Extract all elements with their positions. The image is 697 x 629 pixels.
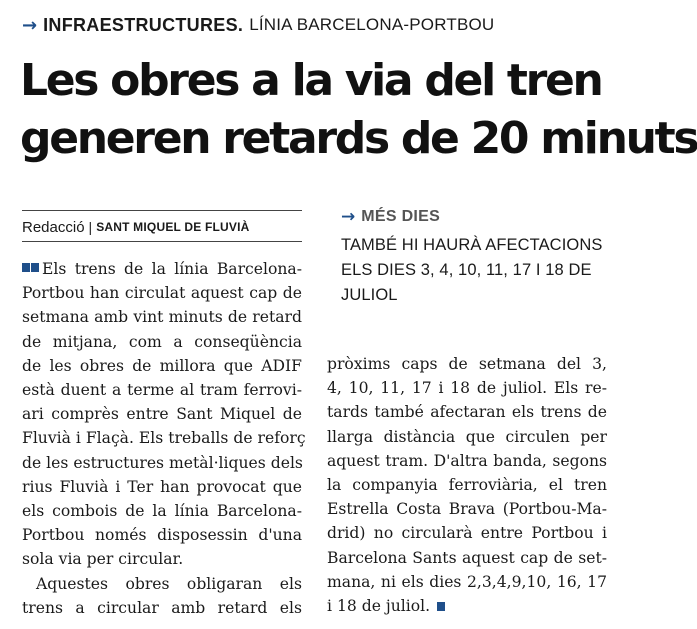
body-line: tards també afectaran els trens de — [327, 403, 607, 422]
kicker — [22, 12, 494, 38]
byline-author: Redacció — [22, 218, 85, 236]
body-line: de les estructures metàl·liques dels — [22, 453, 303, 472]
body-line — [327, 594, 607, 618]
body-line: els combois de la línia Barcelona- — [22, 502, 302, 521]
sidebar-line: ELS DIES 3, 4, 10, 11, 17 I 18 DE — [341, 261, 592, 279]
sidebar-label-text: MÉS DIES — [361, 208, 441, 225]
byline-place: SANT MIQUEL DE FLUVIÀ — [96, 220, 250, 234]
sidebar-line: TAMBÉ HI HAURÀ AFECTACIONS — [341, 236, 603, 254]
body-line: de les obres de millora que ADIF — [22, 356, 302, 375]
section-label: INFRAESTRUCTURES. — [43, 14, 244, 35]
body-line: llarga distància que circulen per — [327, 427, 607, 446]
body-line: Fluvià i Flaçà. Els treballs de reforç — [22, 429, 306, 448]
body-line: setmana amb vint minuts de retard — [22, 308, 302, 327]
end-of-article-icon — [437, 602, 445, 611]
arrow-right-icon: → — [22, 14, 38, 36]
body-line: Barcelona Sants aquest cap de set- — [327, 548, 607, 567]
body-line: Aquestes obres obligaran els — [36, 574, 302, 593]
body-line: rius Fluvià i Ter han provocat que — [22, 477, 302, 496]
body-line: Portbou han circulat aquest cap de — [22, 284, 302, 303]
headline — [20, 52, 697, 168]
byline — [22, 216, 250, 238]
body-line: Portbou només disposessin d'una — [22, 526, 302, 545]
byline-separator: | — [88, 219, 93, 235]
sidebar-text — [341, 233, 611, 308]
sidebar-label — [341, 207, 440, 227]
body-line-text: i 18 de juliol. — [327, 597, 431, 616]
body-line: Estrella Costa Brava (Portbou-Ma- — [327, 500, 607, 519]
body-line: trens a circular amb retard els — [22, 598, 302, 617]
body-line: aquest tram. D'altra banda, segons — [327, 451, 607, 470]
body-line — [22, 257, 302, 281]
body-line: de mitjana, com a conseqüència — [22, 332, 302, 351]
topic-label: LÍNIA BARCELONA-PORTBOU — [249, 15, 495, 34]
headline-line: Les obres a la via del tren — [20, 55, 602, 106]
body-line: drid) no circularà entre Portbou i — [327, 524, 607, 543]
body-column-right — [327, 352, 607, 618]
headline-line: generen retards de 20 minuts — [20, 113, 697, 164]
body-line: sola via per circular. — [22, 550, 184, 569]
body-line: pròxims caps de setmana del 3, — [327, 355, 607, 373]
body-line: 4, 10, 11, 17 i 18 de juliol. Els re- — [327, 379, 607, 398]
paragraph-start-icon — [22, 263, 40, 273]
arrow-right-icon: → — [341, 207, 356, 227]
body-line: la companyia ferroviària, el tren — [327, 476, 607, 495]
byline-bottom-rule — [22, 241, 302, 242]
body-line: està duent a terme al tram ferrovi- — [22, 381, 302, 400]
sidebar-line: JULIOL — [341, 286, 398, 304]
body-line: ari comprès entre Sant Miquel de — [22, 405, 302, 424]
byline-top-rule — [22, 210, 302, 211]
body-line: mana, ni els dies 2,3,4,9,10, 16, 17 — [327, 572, 607, 591]
body-line-text: Els trens de la línia Barcelona- — [42, 260, 302, 278]
body-column-left — [22, 257, 306, 620]
